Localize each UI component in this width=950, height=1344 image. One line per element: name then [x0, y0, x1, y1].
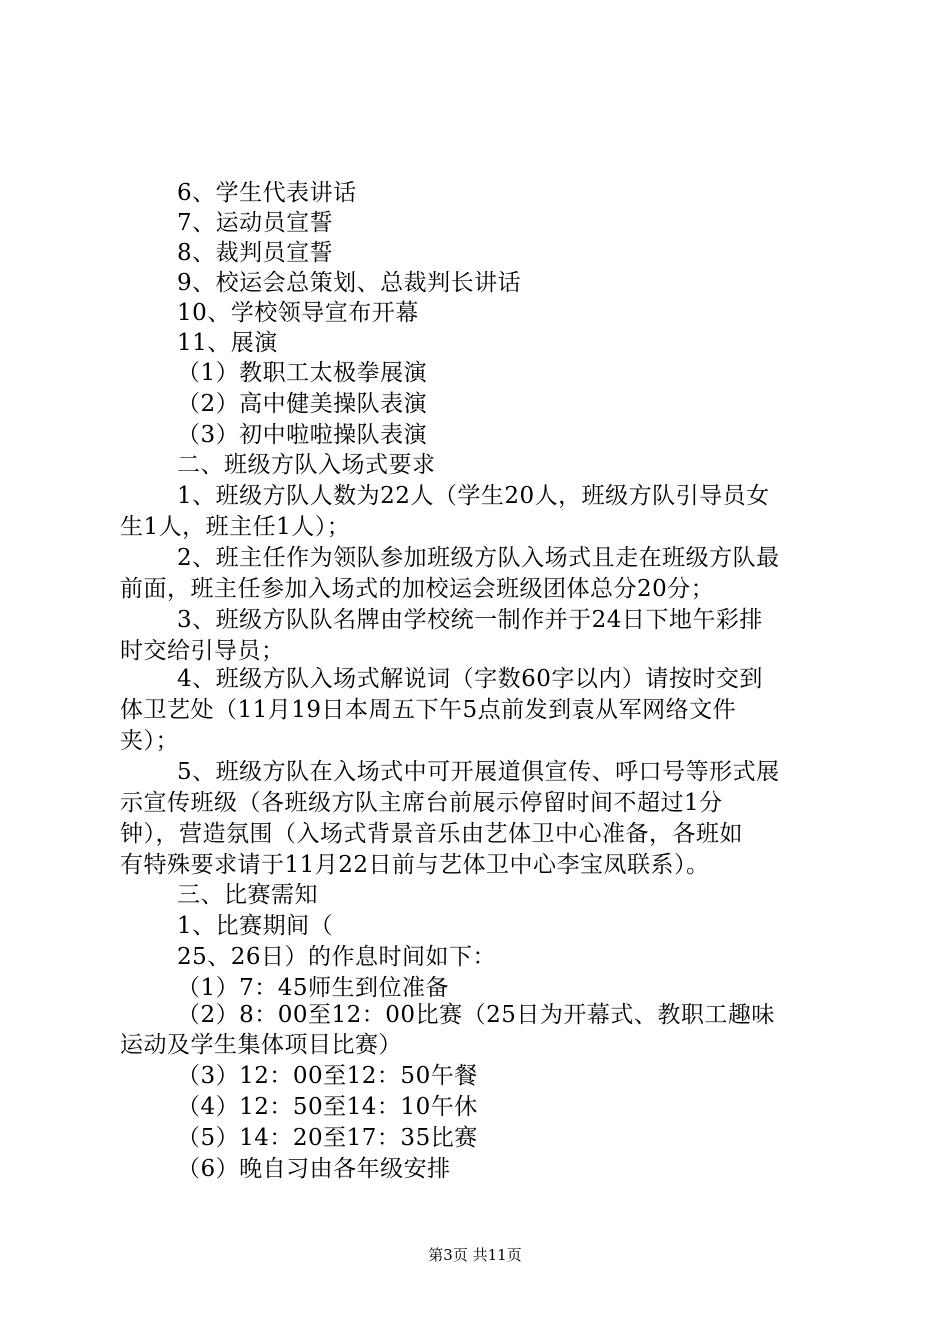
text-line: 1、比赛期间（ [177, 913, 334, 939]
text-line: （3）初中啦啦操队表演 [177, 422, 428, 448]
text-line: （3）12：00至12：50午餐 [177, 1063, 478, 1089]
text-line: 夹）； [120, 728, 179, 754]
text-line: 有特殊要求请于11月22日前与艺体卫中心李宝凤联系）。 [120, 852, 710, 878]
text-line: （6）晚自习由各年级安排 [177, 1156, 451, 1182]
text-line: （2）8：00至12：00比赛（25日为开幕式、教职工趣味 [177, 1002, 775, 1028]
text-line: 生1人，班主任1人）； [120, 514, 351, 540]
section-heading: 三、比赛需知 [177, 882, 318, 908]
text-line: （2）高中健美操队表演 [177, 391, 428, 417]
text-line: 3、班级方队队名牌由学校统一制作并于24日下地午彩排 [177, 607, 763, 633]
text-line: 钟），营造氛围（入场式背景音乐由艺体卫中心准备，各班如 [120, 821, 743, 847]
text-line: 4、班级方队入场式解说词（字数60字以内）请按时交到 [177, 666, 763, 692]
text-line: 2、班主任作为领队参加班级方队入场式且走在班级方队最 [177, 545, 780, 571]
text-line: 示宣传班级（各班级方队主席台前展示停留时间不超过1分 [120, 790, 723, 816]
text-line: 8、裁判员宣誓 [177, 240, 334, 266]
text-line: （1）教职工太极拳展演 [177, 360, 428, 386]
text-line: 25、26日）的作息时间如下： [177, 944, 497, 970]
text-line: 体卫艺处（11月19日本周五下午5点前发到袁从军网络文件 [120, 697, 737, 723]
page-footer: 第3页 共11页 [428, 1246, 522, 1264]
text-line: 11、展演 [177, 330, 278, 356]
text-line: 10、学校领导宣布开幕 [177, 300, 419, 326]
text-line: （5）14：20至17：35比赛 [177, 1125, 478, 1151]
text-line: （4）12：50至14：10午休 [177, 1094, 478, 1120]
section-heading: 二、班级方队入场式要求 [177, 452, 436, 478]
text-line: 1、班级方队人数为22人（学生20人，班级方队引导员女 [177, 483, 770, 509]
text-line: 7、运动员宣誓 [177, 210, 334, 236]
text-line: 前面，班主任参加入场式的加校运会班级团体总分20分； [120, 576, 715, 602]
text-line: 9、校运会总策划、总裁判长讲话 [177, 270, 522, 296]
text-line: 6、学生代表讲话 [177, 180, 357, 206]
text-line: 5、班级方队在入场式中可开展道俱宣传、呼口号等形式展 [177, 759, 780, 785]
text-line: 运动及学生集体项目比赛） [120, 1032, 402, 1058]
text-line: （1）7：45师生到位准备 [177, 975, 450, 1001]
text-line: 时交给引导员； [120, 638, 285, 664]
